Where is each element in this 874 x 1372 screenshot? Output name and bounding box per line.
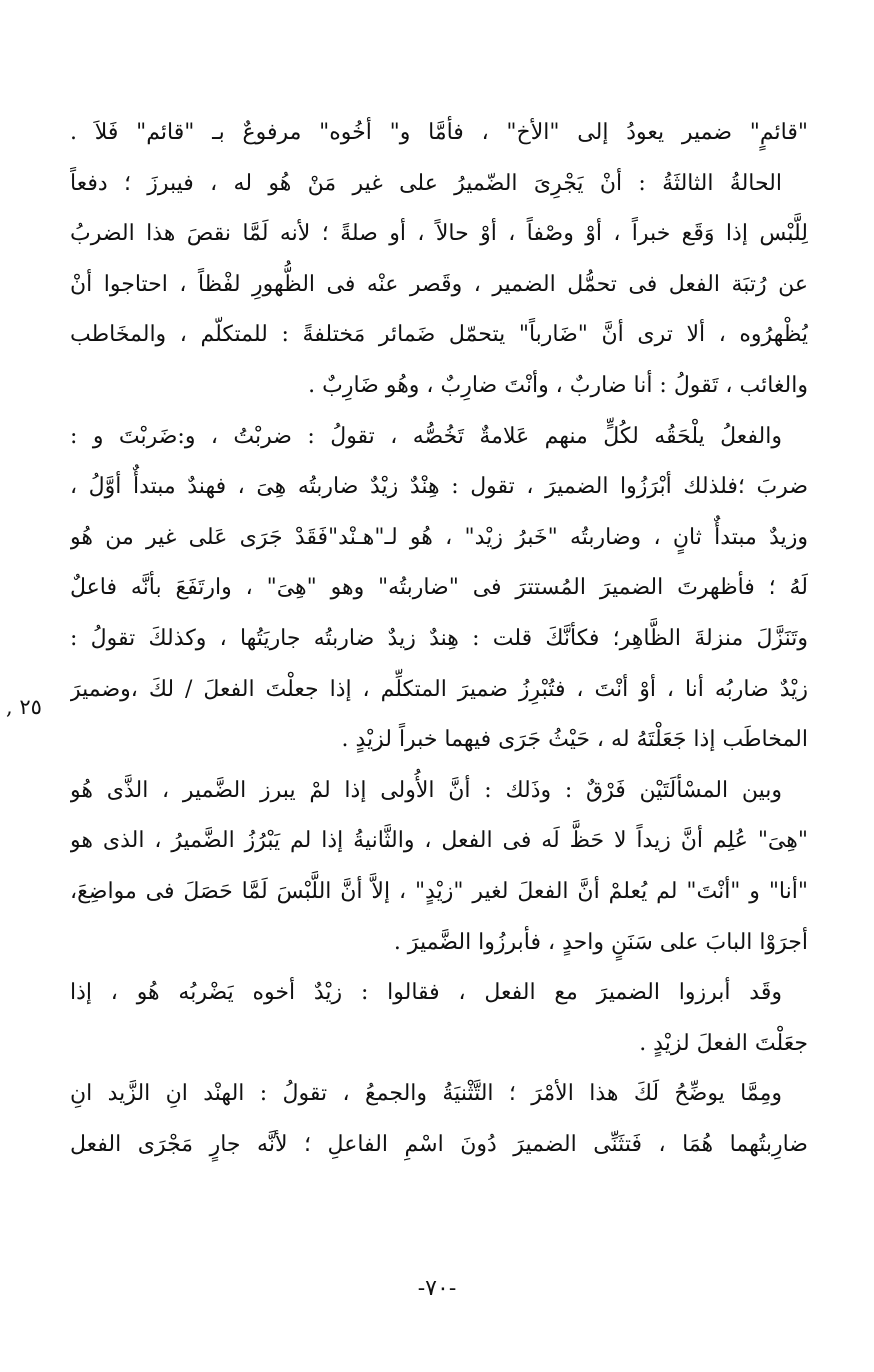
text-line-20: ومِمَّا يوضِّحُ لَكَ هذا الأمْرَ ؛ التَّثْنيَةُ والجمعُ ، تقولُ : الهنْد انِ الزَّيد انِ	[70, 1081, 782, 1107]
margin-folio-note: ٢٥ ,	[6, 695, 42, 719]
text-line-13: المخاطَب إذا جَعَلْتَهُ له ، حَيْثُ جَرَى فيهما خبراً لزيْدٍ .	[341, 727, 808, 753]
text-line-10: لَهُ ؛ فأظهرتَ الضميرَ المُستترَ فى "ضاربتُه" وهو "هِىَ" ، وارتَفَعَ بأنَّه فاعلٌ	[70, 575, 808, 601]
text-line-4: عن رُتبَة الفعل فى تحمُّل الضمير ، وقَصر عنْه فى الظُّهورِ لفْظاً ، احتاجوا أنْ	[70, 271, 808, 297]
text-line-2: الحالةُ الثالثَةُ : أنْ يَجْرِىَ الضّميرُ على غير مَنْ هُو له ، فيبرزَ ؛ دفعاً	[70, 170, 782, 196]
text-line-15: "هِىَ" عُلِم أنَّ زيداً لا حَظَّ لَه فى الفعل ، والثَّانيةُ إذا لم يَبْرُزُ الضَّميرُ ، الذى هو	[70, 828, 808, 854]
text-line-6: والغائب ، تَقولُ : أنا ضاربٌ ، وأنْتَ ضارِبٌ ، وهُو ضَارِبٌ .	[308, 372, 808, 398]
text-line-21: ضارِبتُهما هُمَا ، فَتثَنِّى الضميرَ دُونَ اسْمِ الفاعلِ ؛ لأنَّه جارٍ مَجْرَى الفعل	[70, 1131, 808, 1157]
main-text-block	[70, 108, 808, 1170]
text-line-17: أجرَوْا البابَ على سَنَنٍ واحدٍ ، فأبرزُوا الضَّميرَ .	[393, 929, 808, 955]
text-line-14: وبين المسْألَتَيْن فَرْقٌ : وذَلك : أنَّ الأُولى إذا لمْ يبرز الضَّمير ، الذَّى هُو	[70, 777, 782, 803]
page-number: -٧٠-	[417, 1276, 457, 1301]
text-line-9: وزيدٌ مبتدأٌ ثانٍ ، وضاربتُه "خَبرُ زيْد" ، هُو لـ"هـنْد"فَقَدْ جَرَى عَلى غير من هُو	[70, 524, 808, 550]
text-line-1: "قائمٍ" ضمير يعودُ إلى "الأخ" ، فأمَّا و" أخُوه" مرفوعٌ بـ "قائم" فَلاَ .	[70, 120, 808, 145]
text-line-16: "أنا" و "أنْتَ" لم يُعلمْ أنَّ الفعلَ لغير "زيْدٍ" ، إلاَّ أنَّ اللَّبْسَ لَمَّا حَصَلَ فى مواضِعَ،	[70, 878, 808, 904]
text-line-19: جعَلْتَ الفعلَ لزيْدٍ .	[639, 1030, 808, 1056]
text-line-5: يُظْهرُوه ، ألا ترى أنَّ "ضَارباً" يتحمّل ضَمائر مَختلفةً : للمتكلّم ، والمخَاطب	[70, 322, 808, 348]
text-line-12: زيْدٌ ضاربُه أنا ، أوْ أنْتَ ، فتُبْرِزُ ضميرَ المتكلِّم ، إذا جعلْتَ الفعلَ / لكَ ،وضميرَ	[70, 676, 808, 702]
text-line-11: وتَنَزَّلَ منزلةَ الظَّاهِر؛ فكأنَّكَ قلت : هِندٌ زيدٌ ضاربتُه جاريَتُها ، وكذلكَ تقولُ :	[70, 625, 808, 651]
text-line-7: والفعلُ يلْحَقُه لكُلٍّ منهم عَلامةٌ تَخُصُّه ، تقولُ : ضربْتُ ، و:ضَربْتَ و :	[70, 423, 782, 449]
text-line-8: ضربَ ؛فلذلك أبْرَزُوا الضميرَ ، تقول : هِنْدٌ زيْدٌ ضاربتُه هِىَ ، فهندٌ مبتدأٌ أوَّلُ ،	[70, 474, 808, 500]
text-line-18: وقَد أبرزوا الضميرَ مع الفعل ، فقالوا : زيْدٌ أخوه يَضْربُه هُو ، إذا	[70, 980, 782, 1006]
text-line-3: لِلَّبْس إذا وَقَع خبراً ، أوْ وصْفاً ، أوْ حالاً ، أو صلةً ؛ لأنه لَمَّا نقصَ هذا الضربُ	[70, 221, 808, 247]
